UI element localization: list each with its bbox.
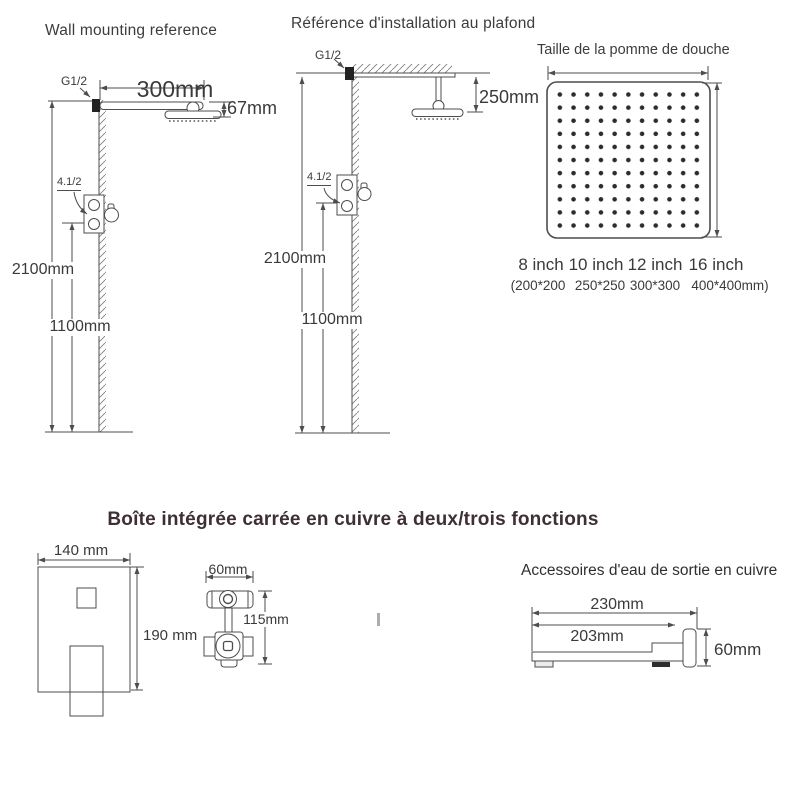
ceiling-valve-size-label: 4.1/2 bbox=[307, 172, 331, 186]
section-title: Boîte intégrée carrée en cuivre à deux/trois fonctions bbox=[107, 509, 599, 530]
head-size-mm-250: 250*250 bbox=[574, 278, 626, 293]
ceiling-total-height-dim: 2100mm bbox=[263, 250, 327, 267]
wall-arm-length-dim: 300mm bbox=[136, 76, 214, 102]
wall-mounting-diagram bbox=[45, 80, 231, 432]
spout-flange-height-dim: 60mm bbox=[714, 640, 762, 659]
spout-inner-length-dim: 203mm bbox=[570, 628, 624, 645]
spout-total-length-dim: 230mm bbox=[590, 596, 644, 613]
wall-valve-height-dim: 1100mm bbox=[49, 318, 111, 335]
wall-thread-label: G1/2 bbox=[61, 74, 88, 88]
wall-mounting-title: Wall mounting reference bbox=[45, 22, 218, 39]
ceiling-valve-height-dim: 1100mm bbox=[301, 311, 363, 328]
head-size-inch-10: 10 inch bbox=[568, 255, 624, 274]
shower-head-size-diagram bbox=[547, 66, 722, 238]
stray-mark bbox=[377, 613, 380, 626]
head-size-inch-8: 8 inch bbox=[518, 255, 564, 274]
spout-title: Accessoires d'eau de sortie en cuivre bbox=[521, 562, 778, 579]
ceiling-drop-length-dim: 250mm bbox=[479, 87, 540, 107]
ceiling-thread-label: G1/2 bbox=[315, 48, 342, 62]
head-size-inch-16: 16 inch bbox=[688, 255, 744, 274]
plate-height-dim: 190 mm bbox=[143, 627, 198, 644]
head-size-inch-12: 12 inch bbox=[627, 255, 683, 274]
wall-head-drop-dim: 67mm bbox=[227, 98, 278, 118]
head-size-mm-200: (200*200 bbox=[510, 278, 566, 293]
head-size-mm-300: 300*300 bbox=[629, 278, 681, 293]
mixer-plate-diagram bbox=[38, 553, 144, 716]
ceiling-mounting-title: Référence d'installation au plafond bbox=[291, 15, 536, 32]
head-size-title: Taille de la pomme de douche bbox=[537, 42, 730, 58]
ceiling-mounting-diagram bbox=[295, 59, 490, 433]
head-size-mm-400: 400*400mm) bbox=[691, 278, 769, 293]
valve-height-dim: 115mm bbox=[243, 611, 289, 627]
valve-width-dim: 60mm bbox=[208, 561, 248, 577]
wall-valve-size-label: 4.1/2 bbox=[57, 177, 81, 191]
plate-width-dim: 140 mm bbox=[53, 542, 109, 559]
wall-total-height-dim: 2100mm bbox=[11, 261, 75, 278]
